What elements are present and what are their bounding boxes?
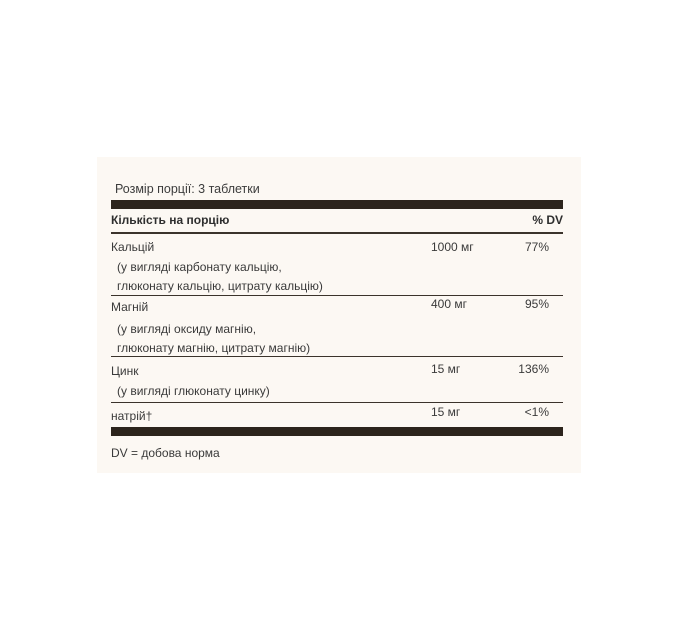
row-divider <box>111 295 563 296</box>
nutrient-amount: 15 мг <box>431 405 461 419</box>
nutrient-source: (у вигляді глюконату цинку) <box>117 384 270 398</box>
nutrient-row-zinc <box>111 362 563 398</box>
dv-heading: % DV <box>532 213 563 227</box>
nutrient-row-calcium <box>111 240 563 292</box>
nutrient-name: Магній <box>111 300 149 314</box>
nutrient-dv: 136% <box>518 362 549 376</box>
row-divider <box>111 356 563 357</box>
table-header <box>111 211 563 229</box>
nutrient-row-magnesium <box>111 297 563 355</box>
bottom-thick-rule <box>111 427 563 436</box>
row-divider <box>111 402 563 403</box>
nutrient-amount: 1000 мг <box>431 240 474 254</box>
top-thick-rule <box>111 200 563 209</box>
nutrient-dv: 77% <box>524 240 549 254</box>
nutrient-name: Кальцій <box>111 240 155 254</box>
nutrient-dv: <1% <box>524 405 549 419</box>
nutrient-source: (у вигляді карбонату кальцію, <box>117 260 282 274</box>
header-divider <box>111 232 563 234</box>
nutrient-amount: 400 мг <box>431 297 467 311</box>
serving-size: Розмір порції: 3 таблетки <box>115 182 260 196</box>
nutrient-amount: 15 мг <box>431 362 461 376</box>
amount-per-serving-heading: Кількість на порцію <box>111 213 230 227</box>
nutrient-name: натрій† <box>111 409 153 423</box>
nutrient-dv: 95% <box>524 297 549 311</box>
nutrient-source: глюконату магнію, цитрату магнію) <box>117 341 311 355</box>
dv-footnote: DV = добова норма <box>111 446 220 460</box>
nutrient-name: Цинк <box>111 364 139 378</box>
nutrient-source: (у вигляді оксиду магнію, <box>117 322 257 336</box>
nutrient-row-sodium <box>111 405 563 425</box>
nutrient-source: глюконату кальцію, цитрату кальцію) <box>117 279 323 293</box>
